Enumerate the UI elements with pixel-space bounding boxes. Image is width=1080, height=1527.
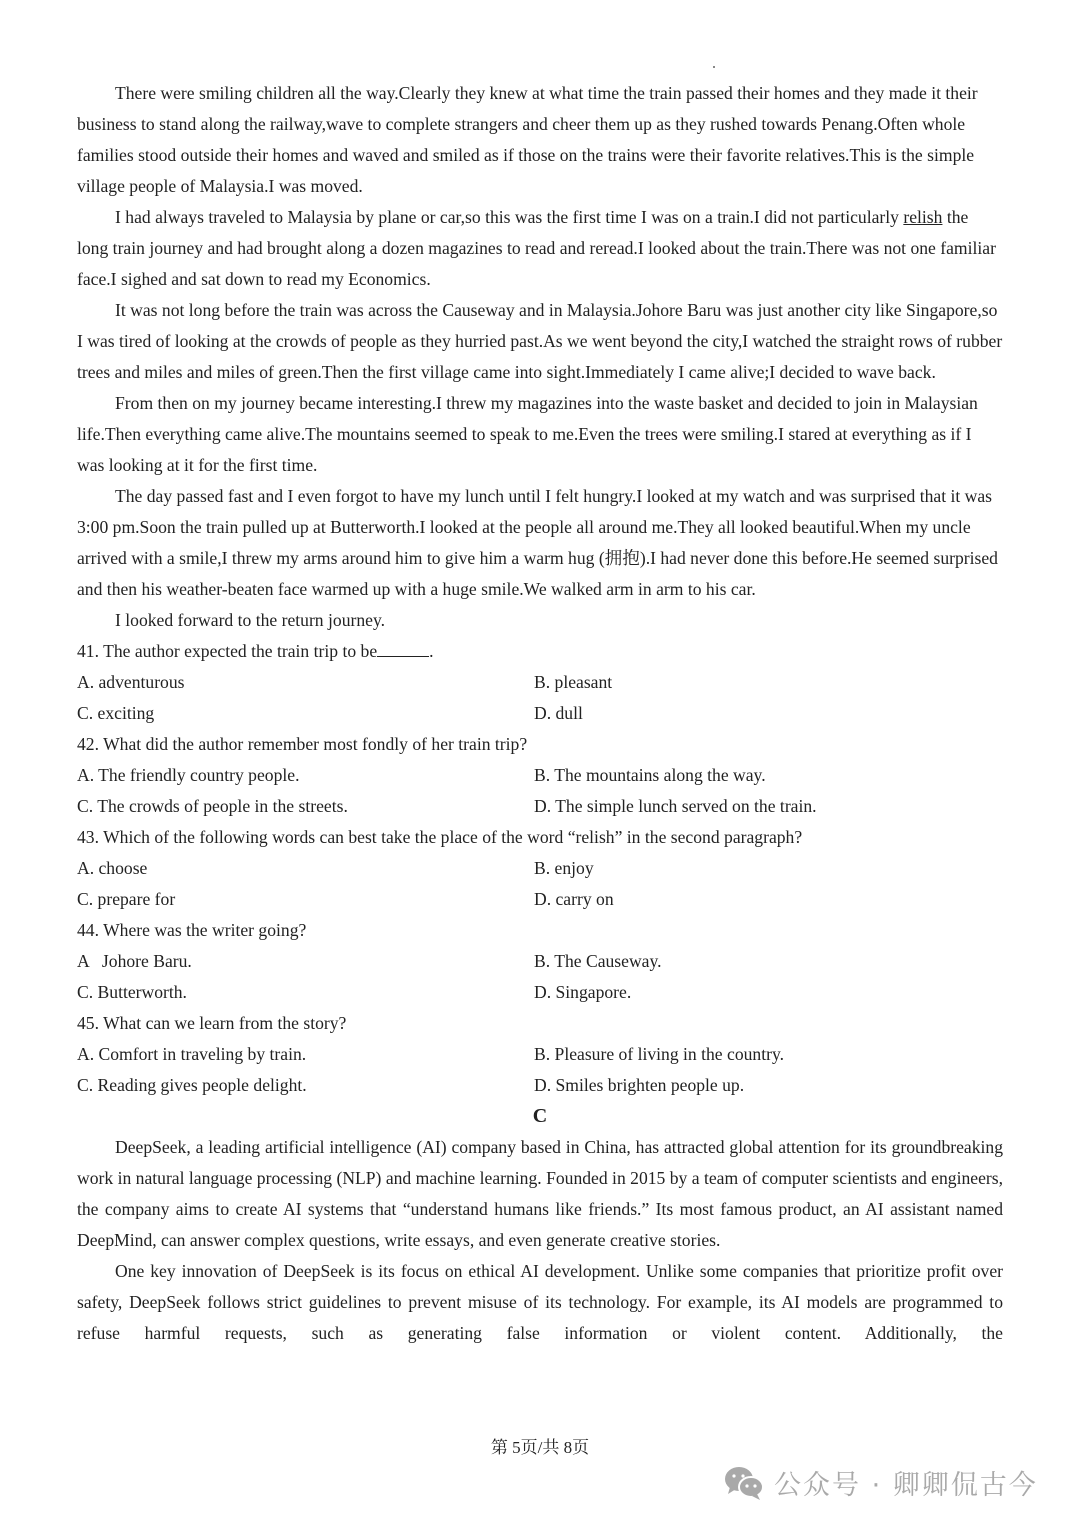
question-41	[77, 636, 1003, 729]
question-stem: 43. Which of the following words can best take the place of the word “relish” in the second paragraph?	[77, 827, 803, 847]
paragraph	[77, 202, 1003, 295]
option-b: B. enjoy	[534, 858, 594, 878]
option-d: D. Singapore.	[534, 982, 632, 1002]
option-a: A. choose	[77, 858, 148, 878]
question-stem: 41. The author expected the train trip to be	[77, 641, 378, 661]
page-content	[77, 78, 1003, 1349]
text: I	[115, 207, 126, 227]
option-c: C. The crowds of people in the streets.	[77, 796, 348, 816]
text: the long train journey and had brought along a dozen magazines to read and reread.I looked about the train.There was not one familiar face.I sighed and sat down to read my Economics.	[77, 207, 996, 289]
option-b: B. The mountains along the way.	[534, 765, 766, 785]
paragraph: DeepSeek, a leading artificial intelligence (AI) company based in China, has attracted global attention for its groundbreaking work in natural language processing (NLP) and machine learning. Founded in 2015 by a team of computer scientists and engineers, the company aims to create AI systems that “understand humans like friends.” Its most famous product, an AI assistant named DeepMind, can answer complex questions, write essays, and even generate creative stories.	[77, 1137, 1003, 1250]
question-43	[77, 822, 1003, 915]
option-c: C. Butterworth.	[77, 982, 187, 1002]
question-stem: 45. What can we learn from the story?	[77, 1013, 347, 1033]
option-a: A. adventurous	[77, 672, 185, 692]
wechat-icon	[724, 1465, 764, 1501]
text: had always traveled to Malaysia by plane or car,so this was the first time I was on a train.I did not particularly	[125, 207, 899, 227]
watermark-text: 公众号 · 卿卿侃古今	[774, 1470, 1038, 1501]
question-44	[77, 915, 1003, 1008]
underlined-word: relish	[903, 207, 943, 227]
paragraph: I looked forward to the return journey.	[115, 610, 386, 630]
paragraph: It was not long before the train was across the Causeway and in Malaysia.Johore Baru was just another city like Singapore,so I was tired of looking at the crowds of people as they hurried past.As we went beyond the city,I watched the straight rows of rubber trees and miles and miles of green.Then the first village came into sight.Immediately I came alive;I decided to wave back.	[77, 300, 1003, 382]
text: .	[429, 641, 434, 661]
option-c: C. prepare for	[77, 889, 176, 909]
question-stem: 42. What did the author remember most fondly of her train trip?	[77, 734, 528, 754]
question-45	[77, 1008, 1003, 1101]
paragraph: There were smiling children all the way.Clearly they knew at what time the train passed their homes and they made it their business to stand along the railway,wave to complete strangers and cheer them up as they rushed towards Penang.Often whole families stood outside their homes and waved and smiled as if those on the trains were their favorite relatives.This is the simple village people of Malaysia.I was moved.	[77, 83, 978, 196]
option-d: D. The simple lunch served on the train.	[534, 796, 817, 816]
option-d: D. Smiles brighten people up.	[534, 1075, 745, 1095]
answer-blank	[377, 638, 429, 657]
option-a: A Johore Baru.	[77, 951, 192, 971]
scan-speck	[713, 66, 715, 68]
paragraph: One key innovation of DeepSeek is its focus on ethical AI development. Unlike some companies that prioritize profit over safety, DeepSeek follows strict guidelines to prevent misuse of its technology. For example, its AI models are programmed to refuse harmful requests, such as generating false information or violent content. Additionally, the	[77, 1261, 1003, 1343]
option-a: A. The friendly country people.	[77, 765, 300, 785]
option-a: A. Comfort in traveling by train.	[77, 1044, 307, 1064]
question-42	[77, 729, 1003, 822]
paragraph: From then on my journey became interesting.I threw my magazines into the waste basket and decided to join in Malaysian life.Then everything came alive.The mountains seemed to speak to me.Even the trees were smiling.I stared at everything as if I was looking at it for the first time.	[77, 393, 978, 475]
watermark	[724, 1463, 1038, 1502]
option-b: B. pleasant	[534, 672, 613, 692]
option-d: D. carry on	[534, 889, 614, 909]
option-d: D. dull	[534, 703, 583, 723]
page-number: 第 5页/共 8页	[490, 1438, 590, 1457]
paragraph: The day passed fast and I even forgot to have my lunch until I felt hungry.I looked at my watch and was surprised that it was 3:00 pm.Soon the train pulled up at Butterworth.I looked at the people all around me.They all looked beautiful.When my uncle arrived with a smile,I threw my arms around him to give him a warm hug (拥抱).I had never done this before.He seemed surprised and then his weather-beaten face warmed up with a huge smile.We walked arm in arm to his car.	[77, 486, 998, 599]
option-b: B. The Causeway.	[534, 951, 662, 971]
option-c: C. Reading gives people delight.	[77, 1075, 307, 1095]
option-b: B. Pleasure of living in the country.	[534, 1044, 785, 1064]
question-stem: 44. Where was the writer going?	[77, 920, 307, 940]
section-heading: C	[532, 1105, 548, 1127]
option-c: C. exciting	[77, 703, 155, 723]
